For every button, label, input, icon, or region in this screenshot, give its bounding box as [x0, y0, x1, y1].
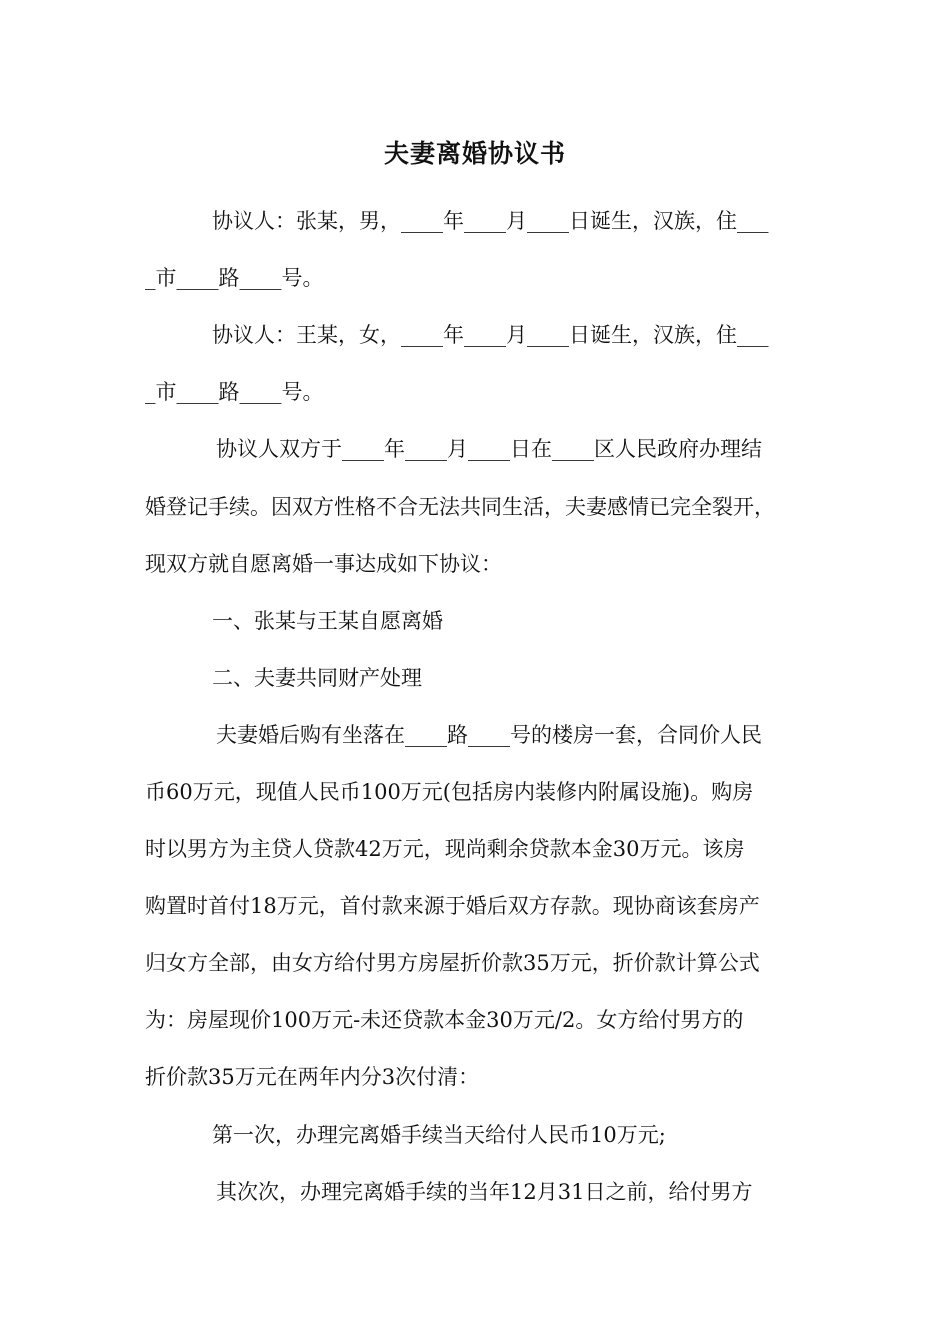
text-line: 币60万元，现值人民币100万元(包括房内装修内附属设施)。购房 [145, 780, 754, 804]
text-line: 归女方全部，由女方给付男方房屋折价款35万元，折价款计算公式 [145, 951, 760, 975]
text-line: 协议人双方于____年____月____日在____区人民政府办理结 [216, 437, 762, 461]
text-line: 折价款35万元在两年内分3次付清： [145, 1065, 480, 1089]
document-title: 夫妻离婚协议书 [383, 139, 566, 168]
text-line: 为：房屋现价100万元-未还贷款本金30万元/2。女方给付男方的 [145, 1008, 744, 1032]
text-line: 协议人：王某，女，____年____月____日诞生，汉族，住___ [212, 323, 769, 347]
text-line: 现双方就自愿离婚一事达成如下协议： [145, 552, 502, 576]
text-line: 时以男方为主贷人贷款42万元，现尚剩余贷款本金30万元。该房 [145, 837, 745, 861]
text-line: 第一次，办理完离婚手续当天给付人民币10万元; [212, 1123, 666, 1147]
section-heading: 一、张某与王某自愿离婚 [212, 609, 443, 633]
text-line: 协议人：张某，男，____年____月____日诞生，汉族，住___ [212, 209, 769, 233]
text-line: 婚登记手续。因双方性格不合无法共同生活，夫妻感情已完全裂开， [145, 495, 775, 519]
text-line: 其次次，办理完离婚手续的当年12月31日之前，给付男方 [216, 1180, 753, 1204]
text-line: 夫妻婚后购有坐落在____路____号的楼房一套，合同价人民 [216, 723, 762, 747]
text-line: _市____路____号。 [145, 380, 324, 404]
text-line: _市____路____号。 [145, 266, 324, 290]
text-line: 购置时首付18万元，首付款来源于婚后双方存款。现协商该套房产 [145, 894, 760, 918]
section-heading: 二、夫妻共同财产处理 [212, 666, 422, 690]
